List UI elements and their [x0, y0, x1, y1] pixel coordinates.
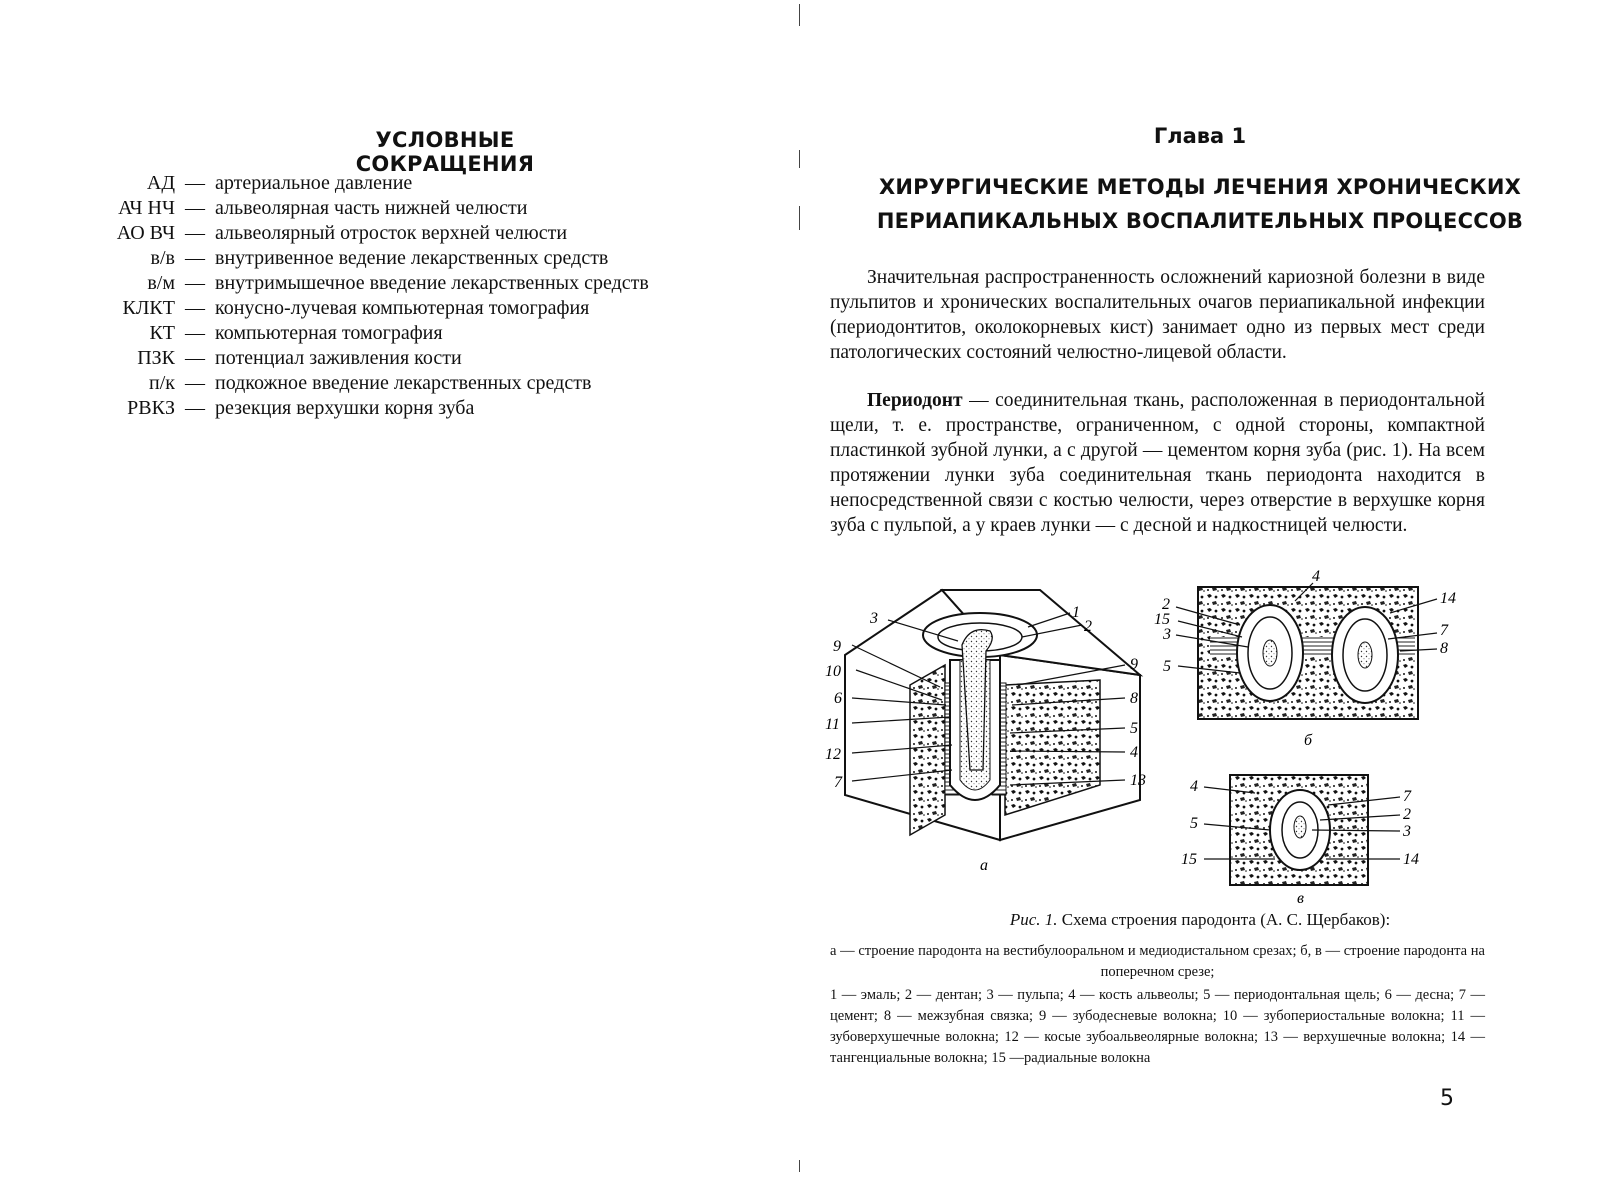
figure-label: 4: [1130, 744, 1138, 761]
abbreviation-key: АД: [146, 172, 175, 194]
figure-label: 3: [1163, 626, 1171, 643]
chapter-title: [800, 170, 1600, 238]
abbreviation-row: [60, 197, 649, 222]
abbreviation-row: [60, 172, 649, 197]
figure-label: 14: [1403, 851, 1419, 868]
figure-label: 3: [870, 610, 878, 627]
figure-label: 2: [1403, 806, 1411, 823]
abbreviation-key: ПЗК: [137, 347, 175, 369]
abbreviation-key: АО ВЧ: [116, 222, 175, 244]
panel-b-letter: б: [1304, 732, 1313, 749]
abbreviation-value: альвеолярный отросток верхней челюсти: [215, 222, 568, 244]
periodontium-figure: [800, 565, 1600, 905]
panel-a-letter: а: [980, 857, 988, 874]
figure-label: 3: [1403, 823, 1411, 840]
figure-label: 9: [1130, 656, 1138, 673]
figure-label: 13: [1130, 772, 1146, 789]
figure-number: Рис. 1.: [1009, 910, 1058, 929]
abbreviation-dash: —: [185, 322, 205, 344]
abbreviation-dash: —: [185, 397, 205, 419]
abbreviation-value: внутримышечное введение лекарственных средств: [215, 272, 649, 294]
abbreviation-key: КТ: [149, 322, 175, 344]
figure-label: 9: [833, 638, 841, 655]
paragraph: [830, 388, 1485, 538]
abbreviation-value: потенциал заживления кости: [215, 347, 462, 369]
abbreviation-value: подкожное введение лекарственных средств: [215, 372, 592, 394]
figure-label: 15: [1181, 851, 1197, 868]
figure-label: 12: [825, 746, 841, 763]
abbreviation-dash: —: [185, 272, 205, 294]
paragraph: Значительная распространенность осложнений кариозной болезни в виде пульпитов и хронических воспалительных очагов периапикальной инфекции (периодонтитов, околокорневых кист) занимает одно из первых мест среди патологических состояний челюстно-лицевой области.: [830, 267, 1485, 363]
panel-b-cross-section: [1198, 587, 1418, 719]
figure-caption-panels: а — строение пародонта на вестибулооральном и медиодистальном срезах; б, в — строение пародонта на поперечном срезе;: [830, 943, 1485, 980]
figure-label: 6: [834, 690, 842, 707]
panel-c-letter: в: [1297, 890, 1304, 905]
figure-label: 5: [1163, 658, 1171, 675]
abbreviations-title: УСЛОВНЫЕ СОКРАЩЕНИЯ: [355, 128, 535, 176]
abbreviation-key: РВКЗ: [127, 397, 175, 419]
abbreviation-row: [60, 272, 649, 297]
figure-caption-text: Схема строения пародонта (А. С. Щербаков):: [1057, 910, 1391, 929]
figure-label: 10: [825, 663, 841, 680]
abbreviation-row: [60, 297, 649, 322]
chapter-number: Глава 1: [1153, 124, 1247, 148]
abbreviation-dash: —: [185, 347, 205, 369]
abbreviation-dash: —: [185, 247, 205, 269]
figure-label: 5: [1130, 720, 1138, 737]
figure-label: 5: [1190, 815, 1198, 832]
abbreviation-value: компьютерная томография: [215, 322, 443, 344]
figure-label: 7: [1440, 622, 1448, 639]
abbreviation-row: [60, 247, 649, 272]
abbreviation-row: [60, 347, 649, 372]
figure-label: 15: [1154, 611, 1170, 628]
term-periodont: Периодонт: [867, 390, 963, 411]
chapter-title-line: ХИРУРГИЧЕСКИЕ МЕТОДЫ ЛЕЧЕНИЯ ХРОНИЧЕСКИХ: [879, 175, 1521, 199]
figure-label: 7: [1403, 788, 1411, 805]
chapter-title-line: ПЕРИАПИКАЛЬНЫХ ВОСПАЛИТЕЛЬНЫХ ПРОЦЕССОВ: [876, 209, 1524, 233]
figure-label: 2: [1162, 596, 1170, 613]
figure-label: 14: [1440, 590, 1456, 607]
abbreviation-row: [60, 222, 649, 247]
abbreviation-row: [60, 322, 649, 347]
figure-label: 1: [1072, 604, 1080, 621]
abbreviation-row: [60, 372, 649, 397]
abbreviation-key: АЧ НЧ: [118, 197, 175, 219]
abbreviation-value: альвеолярная часть нижней челюсти: [215, 197, 528, 219]
figure-label: 4: [1190, 778, 1198, 795]
figure-label: 7: [834, 774, 842, 791]
abbreviation-value: конусно-лучевая компьютерная томография: [215, 297, 590, 319]
abbreviation-key: в/м: [147, 272, 175, 294]
abbreviation-key: КЛКТ: [122, 297, 175, 319]
panel-a-block: [845, 590, 1140, 840]
abbreviation-value: артериальное давление: [215, 172, 413, 194]
abbreviation-dash: —: [185, 197, 205, 219]
abbreviations-list: [60, 172, 649, 422]
abbreviation-dash: —: [185, 297, 205, 319]
abbreviation-value: внутривенное ведение лекарственных средств: [215, 247, 609, 269]
page-number: 5: [1440, 1086, 1454, 1111]
abbreviation-dash: —: [185, 222, 205, 244]
abbreviation-row: [60, 397, 649, 422]
right-page: [800, 0, 1600, 1192]
abbreviation-value: резекция верхушки корня зуба: [215, 397, 475, 419]
figure-label: 11: [825, 716, 840, 733]
figure-caption-legend: 1 — эмаль; 2 — дентан; 3 — пульпа; 4 — кость альвеолы; 5 — периодонтальная щель; 6 — десна; 7 — цемент; 8 — межзубная связка; 9 — зубодесневые волокна; 10 — зубопериостальные волокна; 11 — зубоверхушечные волокна; 12 — косые зубоальвеолярные волокна; 13 — верхушечные волокна; 14 — тангенциальные волокна; 15 —радиальные волокна: [830, 987, 1485, 1066]
abbreviation-key: п/к: [149, 372, 175, 394]
paragraph-text: — соединительная ткань, расположенная в периодонтальной щели, т. е. пространстве, ограниченном, с одной стороны, компактной пластинкой зубной лунки, а с другой — цементом корня зуба (рис. 1). На всем протяжении лунки зуба соединительная ткань периодонта находится в непосредственной связи с костью челюсти, через отверстие в верхушке корня зуба с пульпой, а у краев лунки — с десной и надкостницей челюсти.: [830, 390, 1485, 536]
figure-label: 4: [1312, 568, 1320, 585]
figure-caption-title: [800, 910, 1600, 930]
abbreviation-dash: —: [185, 372, 205, 394]
figure-label: 8: [1130, 690, 1138, 707]
abbreviation-key: в/в: [150, 247, 175, 269]
figure-label: 2: [1084, 618, 1092, 635]
figure-label: 8: [1440, 640, 1448, 657]
abbreviation-dash: —: [185, 172, 205, 194]
